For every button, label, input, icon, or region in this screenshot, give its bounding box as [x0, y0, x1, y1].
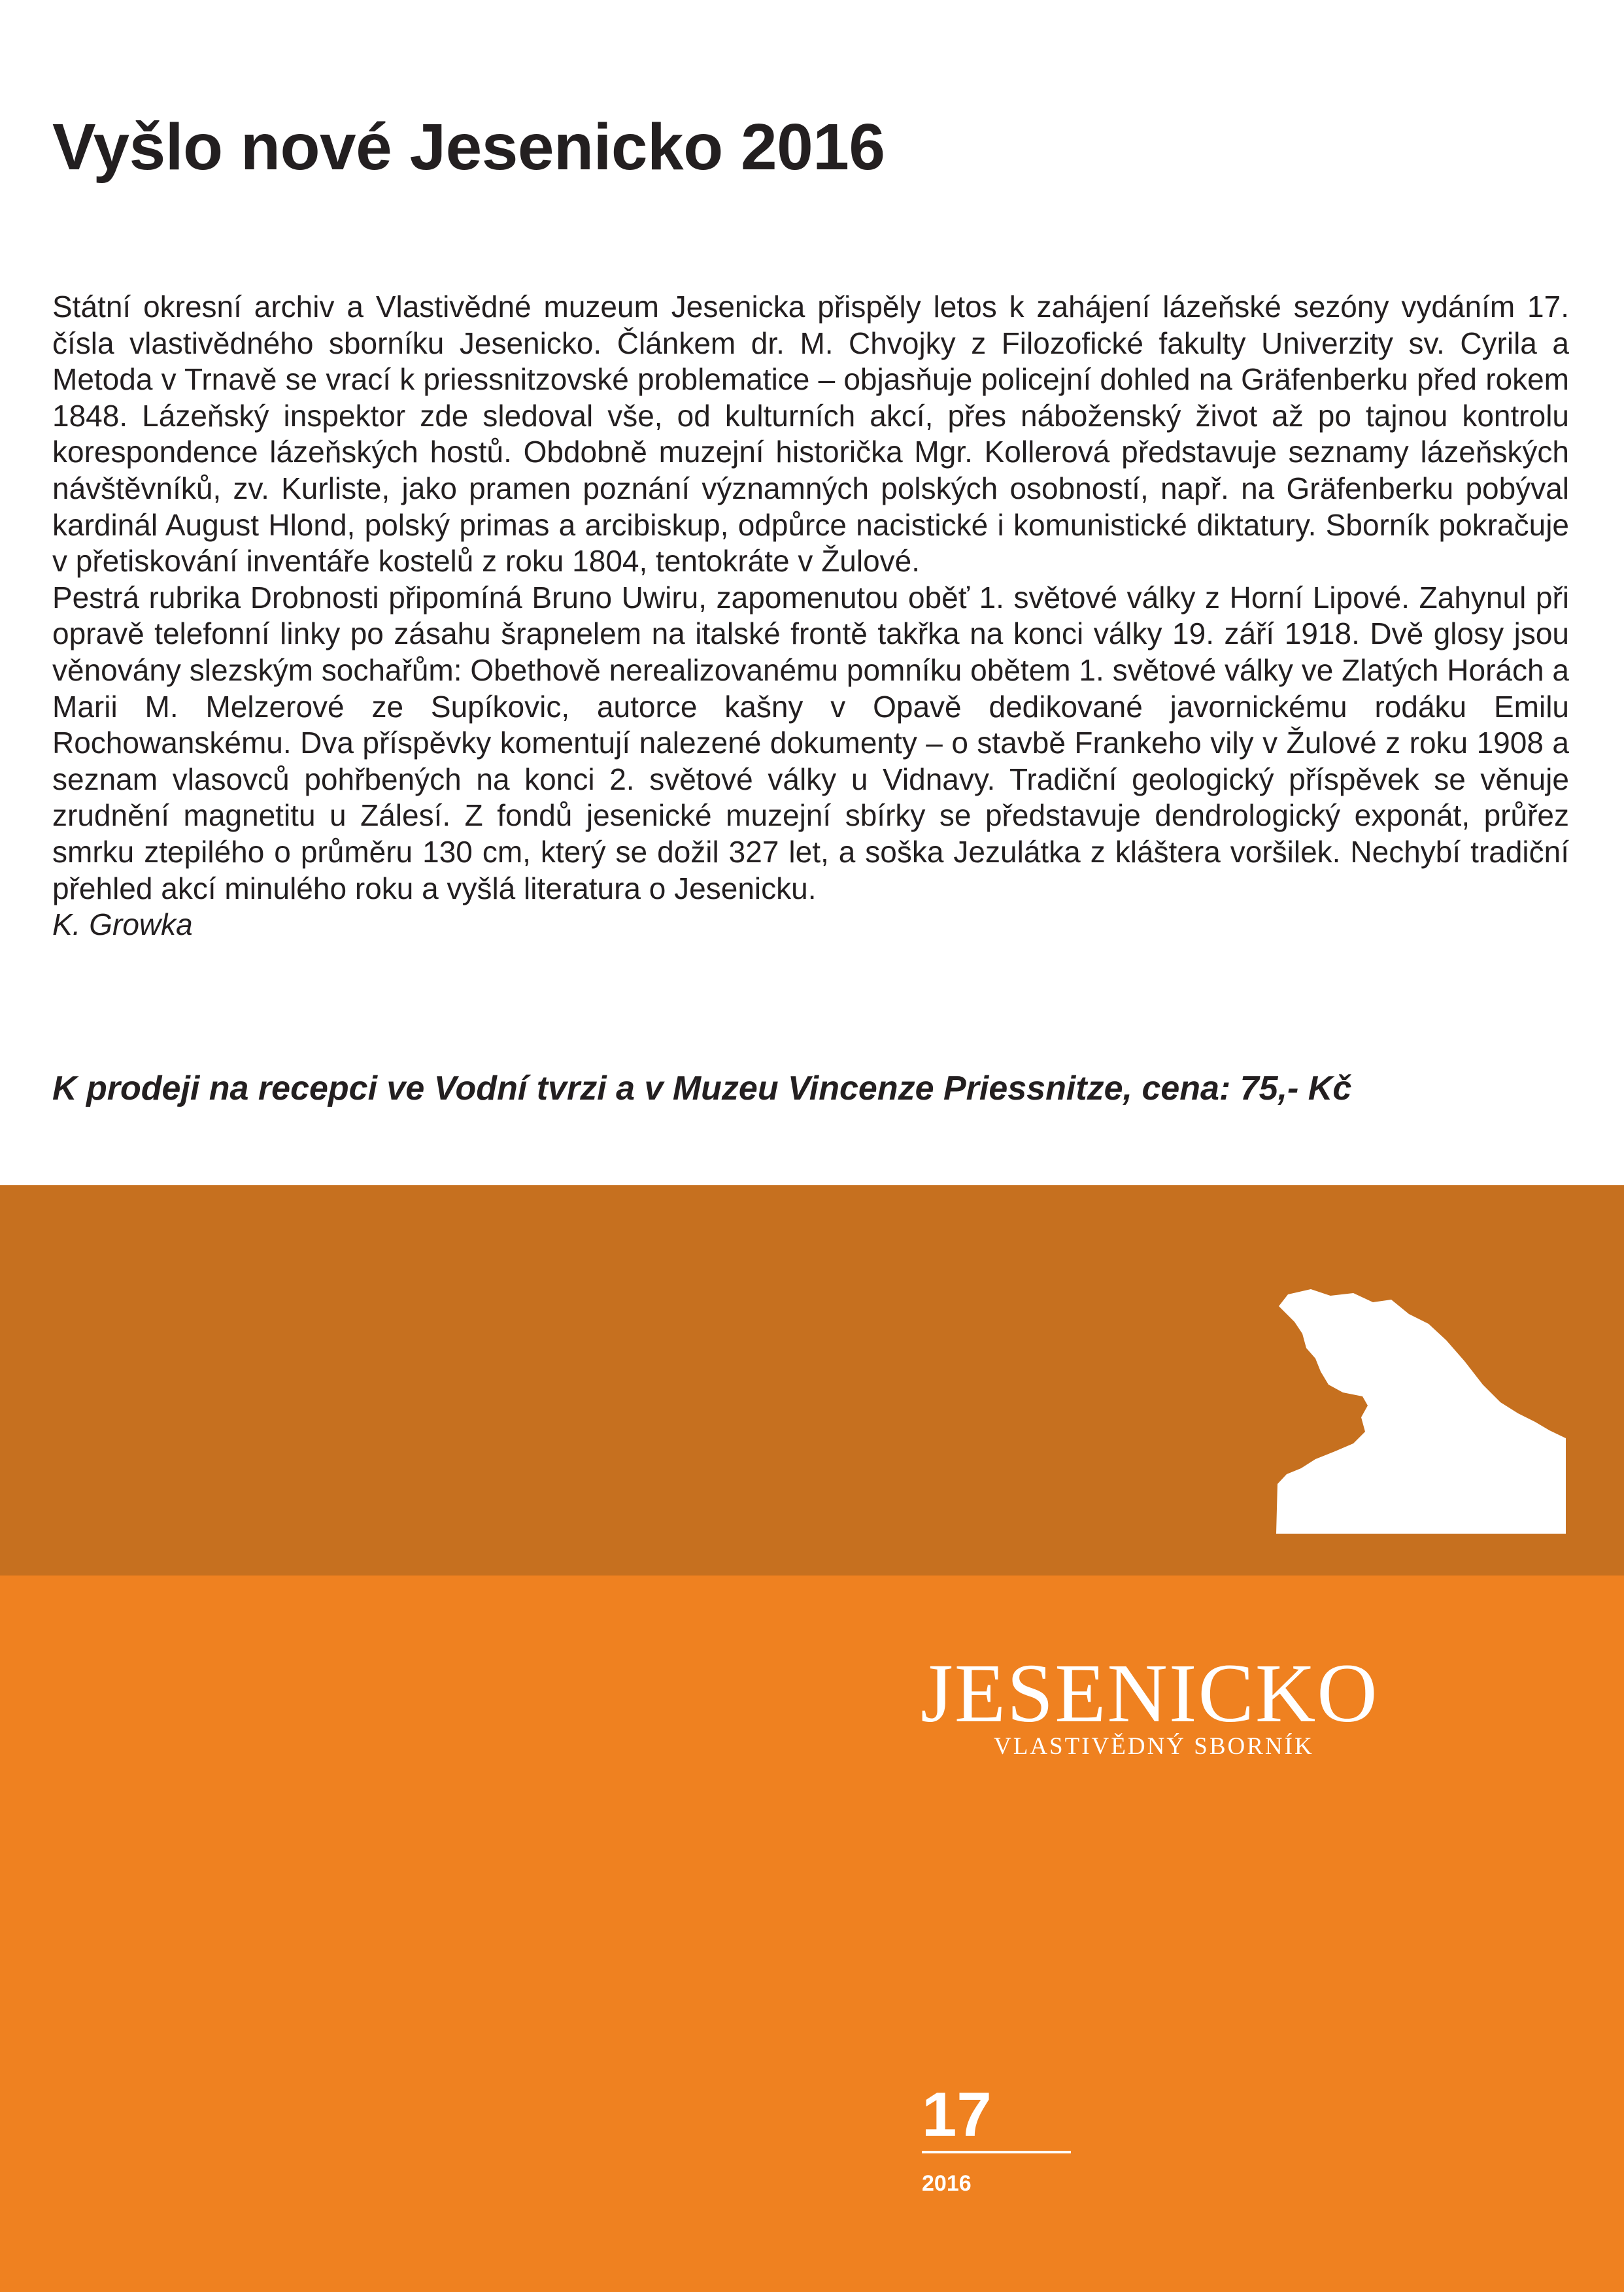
volume-block [922, 2079, 1072, 2197]
article-paragraph-1: Státní okresní archiv a Vlastivědné muzeum Jesenicka přispěly letos k zahájení lázeňské sezóny vydáním 17. čísla vlastivědného sborníku Jesenicko. Článkem dr. M. Chvojky z Filozofické fakulty Univerzity sv. Cyrila a Metoda v Trnavě se vrací k priessnitzovské problematice – objasňuje policejní dohled na Gräfenberku před rokem 1848. Lázeňský inspektor zde sledoval vše, od kulturních akcí, přes náboženský život až po tajnou kontrolu korespondence lázeňských hostů. Obdobně muzejní historička Mgr. Kollerová představuje seznamy lázeňských návštěvníků, zv. Kurliste, jako pramen poznání významných polských osobností, např. na Gräfenberku pobýval kardinál August Hlond, polský primas a arcibiskup, odpůrce nacistické i komunistické diktatury. Sborník pokračuje v přetiskování inventáře kostelů z roku 1804, tentokráte v Žulové. [52, 290, 1569, 579]
volume-year: 2016 [922, 2171, 972, 2196]
article-body [52, 289, 1569, 943]
headline: Vyšlo nové Jesenicko 2016 [52, 110, 885, 184]
logo-title: JESENICKO [921, 1647, 1379, 1740]
logo-subtitle: VLASTIVĚDNÝ SBORNÍK [994, 1733, 1314, 1760]
sale-note: K prodeji na recepci ve Vodní tvrzi a v Muzeu Vincenze Priessnitze, cena: 75,- Kč [52, 1070, 1352, 1107]
volume-divider [922, 2151, 1071, 2153]
article-author: K. Growka [52, 907, 193, 942]
jesenicko-logo [921, 1647, 1483, 1765]
region-outline-icon [1275, 1288, 1569, 1536]
volume-number: 17 [922, 2080, 992, 2149]
article-paragraph-2: Pestrá rubrika Drobnosti připomíná Bruno Uwiru, zapomenutou oběť 1. světové války z Horní Lipové. Zahynul při opravě telefonní linky po zásahu šrapnelem na italské frontě takřka na konci války 19. září 1918. Dvě glosy jsou věnovány slezským sochařům: Obethově nerealizovanému pomníku obětem 1. světové války ve Zlatých Horách a Marii M. Melzerové ze Supíkovic, autorce kašny v Opavě dedikované javornickému rodáku Emilu Rochowanskému. Dva příspěvky komentují nalezené dokumenty – o stavbě Frankeho vily v Žulové z roku 1908 a seznam vlasovců pohřbených na konci 2. světové války u Vidnavy. Tradiční geologický příspěvek se věnuje zrudnění magnetitu u Zálesí. Z fondů jesenické muzejní sbírky se představuje dendrologický exponát, průřez smrku ztepilého o průměru 130 cm, který se dožil 327 let, a soška Jezulátka z kláštera voršilek. Nechybí tradiční přehled akcí minulého roku a vyšlá literatura o Jesenicku. [52, 580, 1569, 905]
